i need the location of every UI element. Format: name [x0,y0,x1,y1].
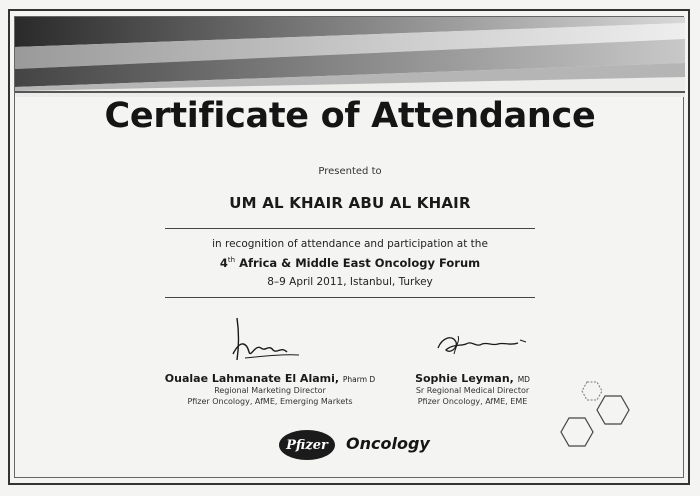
presented-to-label: Presented to [318,166,382,177]
forum-number: 4 [219,256,228,270]
decorative-banner [15,17,685,97]
signature-left-icon [225,308,305,370]
forum-title: Africa & Middle East Oncology Forum [239,256,481,270]
event-dates: 8–9 April 2011, Istanbul, Turkey [267,276,433,288]
signatory-right-role: Sr Regional Medical Director [415,386,530,395]
divider-top [165,228,535,229]
signatory-left-credential: Pharm D [342,375,376,384]
signatory-right [375,372,570,407]
forum-name [0,256,700,270]
divider-bottom [165,297,535,298]
certificate-title: Certificate of Attendance [104,96,596,136]
recognition-text: in recognition of attendance and participation at the [212,238,488,250]
oncology-wordmark: Oncology [346,434,430,453]
hexagon-pattern-icon [555,378,645,458]
signature-right-icon [432,326,532,366]
signatory-left-role: Regional Marketing Director [214,386,326,395]
signatory-right-org: Pfizer Oncology, AfME, EME [417,397,528,406]
signatory-left-name: Oualae Lahmanate El Alami, Pharm D [164,372,376,385]
signatory-left-org: Pfizer Oncology, AfME, Emerging Markets [187,397,353,406]
signatory-right-credential: MD [517,375,530,384]
signatory-right-name: Sophie Leyman, MD [415,372,530,385]
recipient-name: UM AL KHAIR ABU AL KHAIR [229,194,471,212]
forum-ordinal: th [227,256,236,265]
pfizer-logo-text: Pfizer [286,438,328,453]
signatory-left [150,372,390,407]
